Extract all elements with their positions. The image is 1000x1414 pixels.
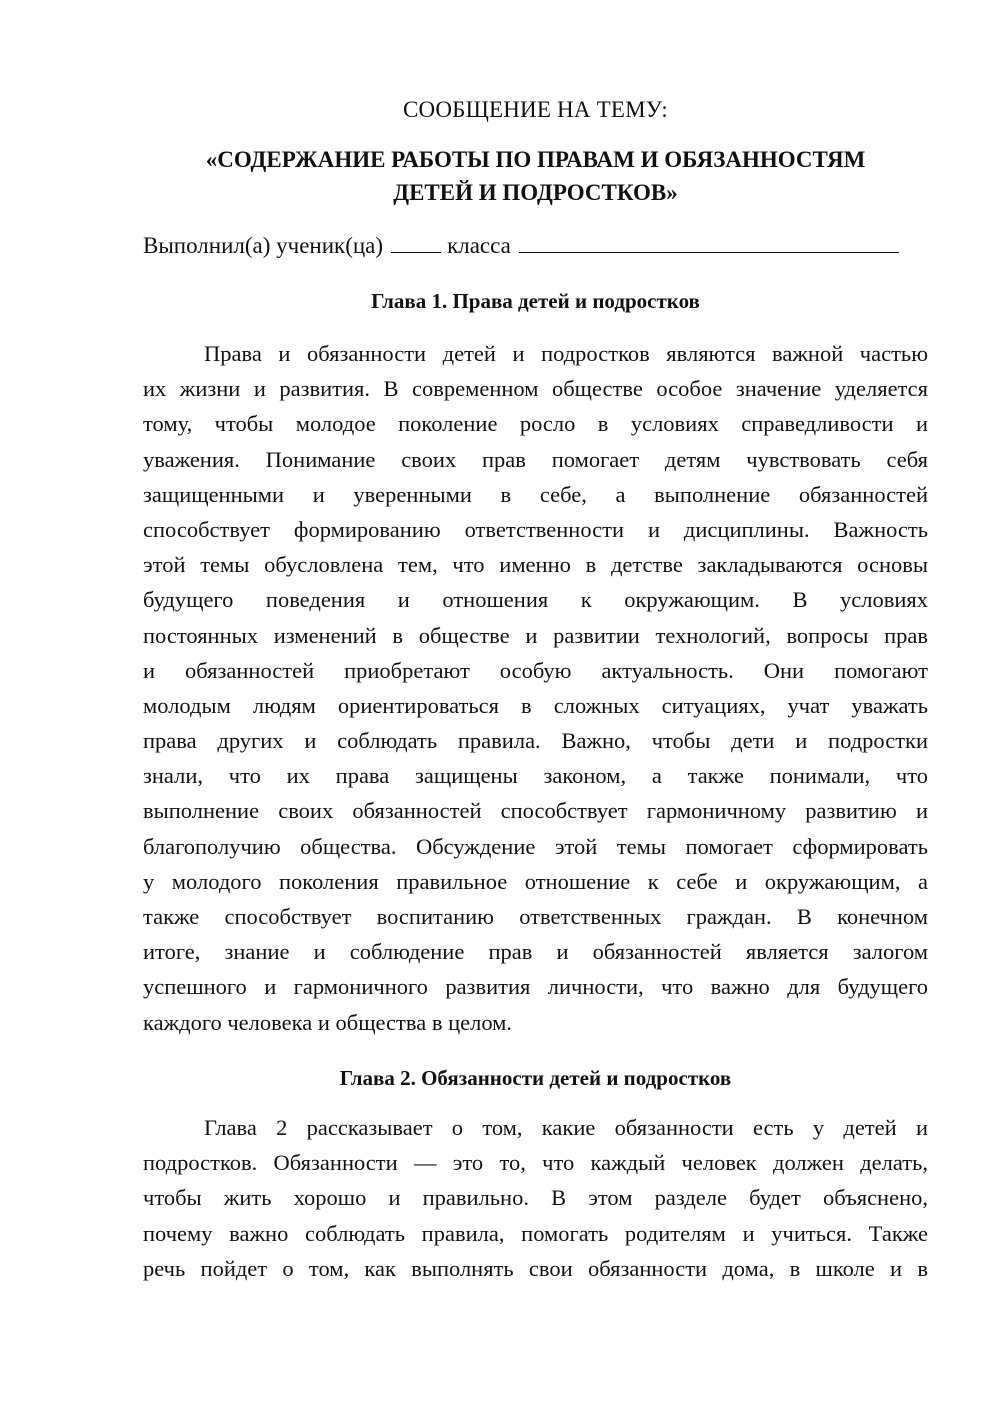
paragraph-line: защищенными и уверенными в себе, а выполнение обязанностей <box>143 481 928 507</box>
document-title <box>143 143 928 209</box>
paragraph-line: этой темы обусловлена тем, что именно в детстве закладываются основы <box>143 552 928 578</box>
paragraph-line: подростков. Обязанности — это то, что каждый человек должен делать, <box>143 1150 928 1176</box>
paragraph-line: способствует формированию ответственности и дисциплины. Важность <box>143 516 928 542</box>
author-line <box>143 232 928 260</box>
paragraph-line: постоянных изменений в обществе и развитии технологий, вопросы прав <box>143 622 928 648</box>
title-line-2: ДЕТЕЙ И ПОДРОСТКОВ» <box>393 180 678 205</box>
paragraph-line: речь пойдет о том, как выполнять свои обязанности дома, в школе и в <box>143 1255 928 1281</box>
chapter-2-paragraph <box>143 1110 928 1286</box>
author-name-blank <box>519 234 899 253</box>
paragraph-line: также способствует воспитанию ответственных граждан. В конечном <box>143 904 928 929</box>
chapter-1-paragraph <box>143 336 928 1040</box>
paragraph-line: и обязанностей приобретают особую актуальность. Они помогают <box>143 657 928 683</box>
paragraph-line: каждого человека и общества в целом. <box>143 1009 513 1035</box>
chapter-1-heading: Глава 1. Права детей и подростков <box>371 289 700 313</box>
paragraph-line: почему важно соблюдать правила, помогать родителям и учиться. Также <box>143 1220 928 1246</box>
paragraph-line: будущего поведения и отношения к окружающим. В условиях <box>143 587 928 613</box>
paragraph-line: знали, что их права защищены законом, а также понимали, что <box>143 763 928 789</box>
author-prefix: Выполнил(а) ученик(ца) <box>143 233 384 258</box>
paragraph-line: итоге, знание и соблюдение прав и обязанностей является залогом <box>143 939 928 965</box>
paragraph-line: Глава 2 рассказывает о том, какие обязанности есть у детей и <box>204 1115 928 1140</box>
class-label: класса <box>447 233 511 258</box>
class-number-blank <box>391 234 441 253</box>
paragraph-line: Права и обязанности детей и подростков являются важной частью <box>204 341 928 366</box>
paragraph-line: тому, чтобы молодое поколение росло в условиях справедливости и <box>143 411 928 437</box>
paragraph-line: уважения. Понимание своих прав помогает детям чувствовать себя <box>143 446 928 472</box>
title-line-1: «СОДЕРЖАНИЕ РАБОТЫ ПО ПРАВАМ И ОБЯЗАННОСТЯМ <box>205 147 866 172</box>
paragraph-line: права других и соблюдать правила. Важно, чтобы дети и подростки <box>143 728 928 754</box>
paragraph-line: молодым людям ориентироваться в сложных ситуациях, учат уважать <box>143 692 928 718</box>
paragraph-line: выполнение своих обязанностей способствует гармоничному развитию и <box>143 798 928 824</box>
paragraph-line: у молодого поколения правильное отношение к себе и окружающим, а <box>143 868 928 894</box>
paragraph-line: их жизни и развития. В современном обществе особое значение уделяется <box>143 376 928 402</box>
chapter-2-heading: Глава 2. Обязанности детей и подростков <box>339 1066 732 1090</box>
paragraph-line: чтобы жить хорошо и правильно. В этом разделе будет объяснено, <box>143 1185 928 1211</box>
paragraph-line: благополучию общества. Обсуждение этой темы помогает сформировать <box>143 833 928 859</box>
topic-label: СООБЩЕНИЕ НА ТЕМУ: <box>403 97 668 122</box>
paragraph-line: успешного и гармоничного развития личности, что важно для будущего <box>143 974 928 1000</box>
